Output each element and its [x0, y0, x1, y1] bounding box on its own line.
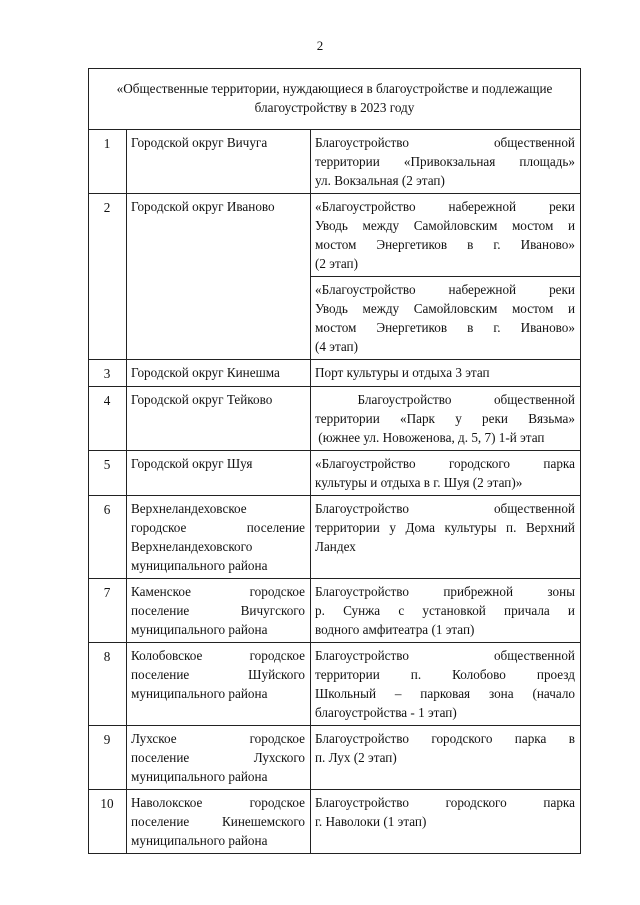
- project-description-line: Благоустройство общественной: [315, 135, 575, 150]
- municipality-name: [127, 726, 311, 790]
- project-description-line: Благоустройство общественной: [315, 501, 575, 516]
- page-number: 2: [316, 38, 324, 53]
- project-description-line: р. Сунжа с установкой причала и: [315, 603, 575, 618]
- project-description: [311, 130, 581, 194]
- row-number: 3: [89, 360, 127, 387]
- municipality-name: [127, 387, 311, 451]
- project-description-line: водного амфитеатра (1 этап): [315, 622, 475, 637]
- row-number: 1: [89, 130, 127, 194]
- project-description-line: мостом Энергетиков в г. Иваново»: [315, 237, 575, 252]
- project-description-line: (4 этап): [315, 339, 358, 354]
- municipality-name-line: Каменское городское: [131, 584, 305, 599]
- row-number: 2: [89, 194, 127, 360]
- municipality-name-line: Лухское городское: [131, 731, 305, 746]
- table-row: [89, 643, 581, 726]
- municipality-name-line: поселение Вичугского: [131, 603, 305, 618]
- project-description-line: п. Лух (2 этап): [315, 750, 397, 765]
- municipality-name-line: Городской округ Кинешма: [131, 365, 280, 380]
- project-description: [311, 643, 581, 726]
- municipality-name-line: муниципального района: [131, 622, 268, 637]
- municipality-name: [127, 130, 311, 194]
- municipality-name-line: Колобовское городское: [131, 648, 305, 663]
- project-description-line: Ландех: [315, 539, 356, 554]
- municipality-name-line: Наволокское городское: [131, 795, 305, 810]
- project-description-line: Благоустройство городского парка: [315, 795, 575, 810]
- project-description-line: «Благоустройство набережной реки: [315, 282, 575, 297]
- municipality-name-line: городское поселение: [131, 520, 305, 535]
- project-description: [311, 194, 581, 277]
- municipality-name-line: муниципального района: [131, 558, 268, 573]
- municipality-name: [127, 790, 311, 854]
- municipality-name-line: Городской округ Тейково: [131, 392, 273, 407]
- table-row: [89, 194, 581, 277]
- project-description: [311, 277, 581, 360]
- municipality-name-line: муниципального района: [131, 833, 268, 848]
- row-number: 6: [89, 496, 127, 579]
- municipality-name: [127, 643, 311, 726]
- project-description-line: Уводь между Самойловским мостом и: [315, 218, 575, 233]
- table-row: [89, 451, 581, 496]
- project-description-line: ул. Вокзальная (2 этап): [315, 173, 445, 188]
- row-number: 8: [89, 643, 127, 726]
- project-description-line: (2 этап): [315, 256, 358, 271]
- project-description-line: благоустройства - 1 этап): [315, 705, 457, 720]
- project-description-line: территории «Парк у реки Вязьма»: [315, 411, 575, 426]
- project-description: [311, 579, 581, 643]
- project-description: [311, 451, 581, 496]
- municipality-name-line: Верхнеландеховского: [131, 539, 253, 554]
- table-row: [89, 496, 581, 579]
- municipality-name: [127, 194, 311, 360]
- row-number: 4: [89, 387, 127, 451]
- row-number: 9: [89, 726, 127, 790]
- project-description-line: «Благоустройство набережной реки: [315, 199, 575, 214]
- project-description: [311, 360, 581, 387]
- municipality-name-line: муниципального района: [131, 686, 268, 701]
- project-description-line: (южнее ул. Новоженова, д. 5, 7) 1-й этап: [315, 430, 545, 445]
- project-description-line: территории «Привокзальная площадь»: [315, 154, 575, 169]
- project-description-line: территории у Дома культуры п. Верхний: [315, 520, 575, 535]
- table-row: [89, 726, 581, 790]
- municipality-name-line: муниципального района: [131, 769, 268, 784]
- municipality-name: [127, 451, 311, 496]
- row-number: 5: [89, 451, 127, 496]
- municipality-name: [127, 496, 311, 579]
- table-row: [89, 130, 581, 194]
- project-description-line: мостом Энергетиков в г. Иваново»: [315, 320, 575, 335]
- project-description-line: г. Наволоки (1 этап): [315, 814, 427, 829]
- project-description-line: Благоустройство прибрежной зоны: [315, 584, 575, 599]
- municipality-name: [127, 579, 311, 643]
- municipality-name-line: Городской округ Иваново: [131, 199, 275, 214]
- municipality-name-line: поселение Кинешемского: [131, 814, 305, 829]
- table-header: «Общественные территории, нуждающиеся в благоустройстве и подлежащие благоустройству в 2023 году: [89, 69, 581, 130]
- project-description-line: культуры и отдыха в г. Шуя (2 этап)»: [315, 475, 523, 490]
- project-description-line: Благоустройство городского парка в: [315, 731, 575, 746]
- project-description-line: «Благоустройство городского парка: [315, 456, 575, 471]
- table-row: [89, 360, 581, 387]
- municipality-name: [127, 360, 311, 387]
- row-number: 7: [89, 579, 127, 643]
- table-row: [89, 387, 581, 451]
- project-description: [311, 726, 581, 790]
- municipality-name-line: поселение Шуйского: [131, 667, 305, 682]
- municipality-name-line: Верхнеландеховское: [131, 501, 247, 516]
- project-description-line: Школьный – парковая зона (начало: [315, 686, 575, 701]
- project-description-line: территории п. Колобово проезд: [315, 667, 575, 682]
- row-number: 10: [89, 790, 127, 854]
- table-row: [89, 790, 581, 854]
- project-description-line: Благоустройство общественной: [315, 648, 575, 663]
- project-description: [311, 790, 581, 854]
- table-row: [89, 579, 581, 643]
- project-description-line: Порт культуры и отдыха 3 этап: [315, 365, 490, 380]
- municipality-name-line: Городской округ Вичуга: [131, 135, 268, 150]
- municipality-name-line: поселение Лухского: [131, 750, 305, 765]
- project-description: [311, 496, 581, 579]
- project-description: [311, 387, 581, 451]
- project-description-line: Благоустройство общественной: [315, 392, 575, 407]
- municipality-name-line: Городской округ Шуя: [131, 456, 253, 471]
- territories-table: [88, 68, 581, 854]
- table-header-row: [89, 69, 581, 130]
- project-description-line: Уводь между Самойловским мостом и: [315, 301, 575, 316]
